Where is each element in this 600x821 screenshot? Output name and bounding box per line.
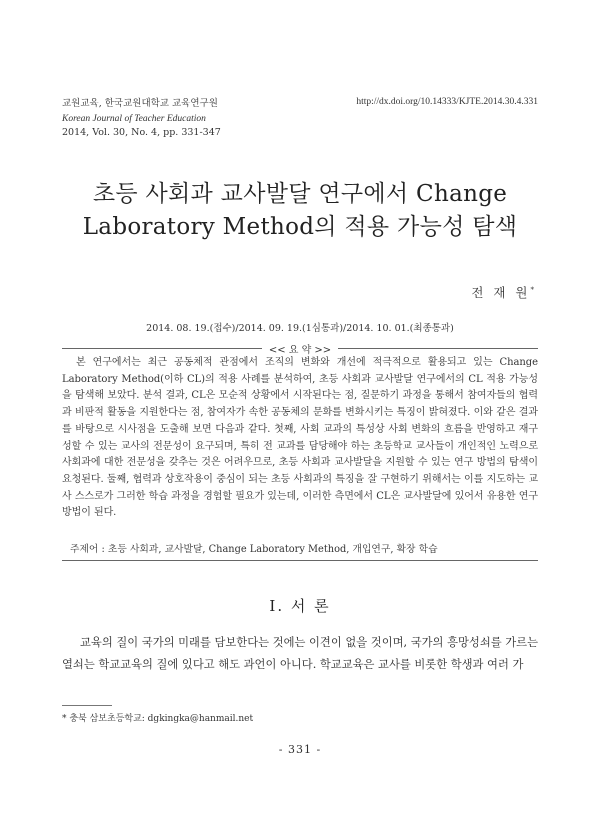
footnote: * 충북 삼보초등학교: dgkingka@hanmail.net bbox=[62, 714, 254, 724]
keywords-rule bbox=[62, 560, 538, 561]
publisher-line: 교원교육, 한국교원대학교 교육연구원 bbox=[62, 98, 218, 109]
paper-title bbox=[40, 178, 560, 244]
keywords: 주제어 : 초등 사회과, 교사발달, Change Laboratory Method, 개입연구, 확장 학습 bbox=[70, 544, 438, 555]
abstract-heading: << 요 약 >> bbox=[268, 345, 332, 356]
abstract-rule-right bbox=[338, 348, 538, 349]
citation-line: 2014, Vol. 30, No. 4, pp. 331-347 bbox=[62, 127, 221, 138]
page-number: - 331 - bbox=[278, 743, 322, 756]
abstract-heading-row bbox=[62, 341, 538, 355]
abstract-text: 본 연구에서는 최근 공동체적 관점에서 조직의 변화와 개선에 적극적으로 활용되고 있는 Change Laboratory Method(이하 CL)의 적용 사례를 분석하여, 초등 사회과 교사발달 연구에서의 CL 적용 가능성을 탐색해 보았다. 분석 결과, CL은 모순적 상황에서 시작된다는 점, 질문하기 과정을 통해서 참여자들의 협력과 비판적 활동을 지원한다는 점, 참여자가 속한 공동체의 문화를 변화시키는 특징이 밝혀졌다. 이와 같은 결과를 바탕으로 시사점을 도출해 보면 다음과 같다. 첫째, 사회 교과의 특성상 사회 변화의 흐름을 반영하고 재구성할 수 있는 교사의 전문성이 요구되며, 특히 전 교과를 담당해야 하는 초등학교 교사들이 개인적인 노력으로 사회과에 대한 전문성을 갖추는 것은 어려우므로, 초등 사회과 교사발달을 지원할 수 있는 연구 방법의 탐색이 요청된다. 둘째, 협력과 상호작용이 중심이 되는 초등 사회과의 특징을 잘 구현하기 위해서는 이를 지도하는 교사 스스로가 그러한 학습 과정을 경험할 필요가 있는데, 이러한 측면에서 CL은 교사발달에 있어서 유용한 연구 방법이 된다. bbox=[62, 357, 538, 519]
journal-header bbox=[62, 97, 221, 141]
author-name: 전 재 원 bbox=[471, 285, 531, 300]
body-paragraph: 교육의 질이 국가의 미래를 담보한다는 것에는 이견이 없을 것이며, 국가의 흥망성쇠를 가르는 열쇠는 학교교육의 질에 있다고 해도 과언이 아니다. 학교교육은 교사를 비롯한 학생과 여러 가 bbox=[62, 636, 538, 671]
title-line-2: Laboratory Method의 적용 가능성 탐색 bbox=[82, 214, 518, 240]
journal-name: Korean Journal of Teacher Education bbox=[62, 113, 206, 124]
author-footnote-mark: * bbox=[530, 285, 534, 294]
author bbox=[471, 283, 534, 301]
title-line-1: 초등 사회과 교사발달 연구에서 Change bbox=[92, 181, 508, 207]
doi-link[interactable]: http://dx.doi.org/10.14333/KJTE.2014.30.4.331 bbox=[356, 97, 538, 107]
footnote-rule bbox=[62, 705, 112, 706]
section-heading: Ⅰ. 서 론 bbox=[269, 597, 331, 615]
submission-dates: 2014. 08. 19.(접수)/2014. 09. 19.(1심통과)/2014. 10. 01.(최종통과) bbox=[146, 323, 454, 334]
